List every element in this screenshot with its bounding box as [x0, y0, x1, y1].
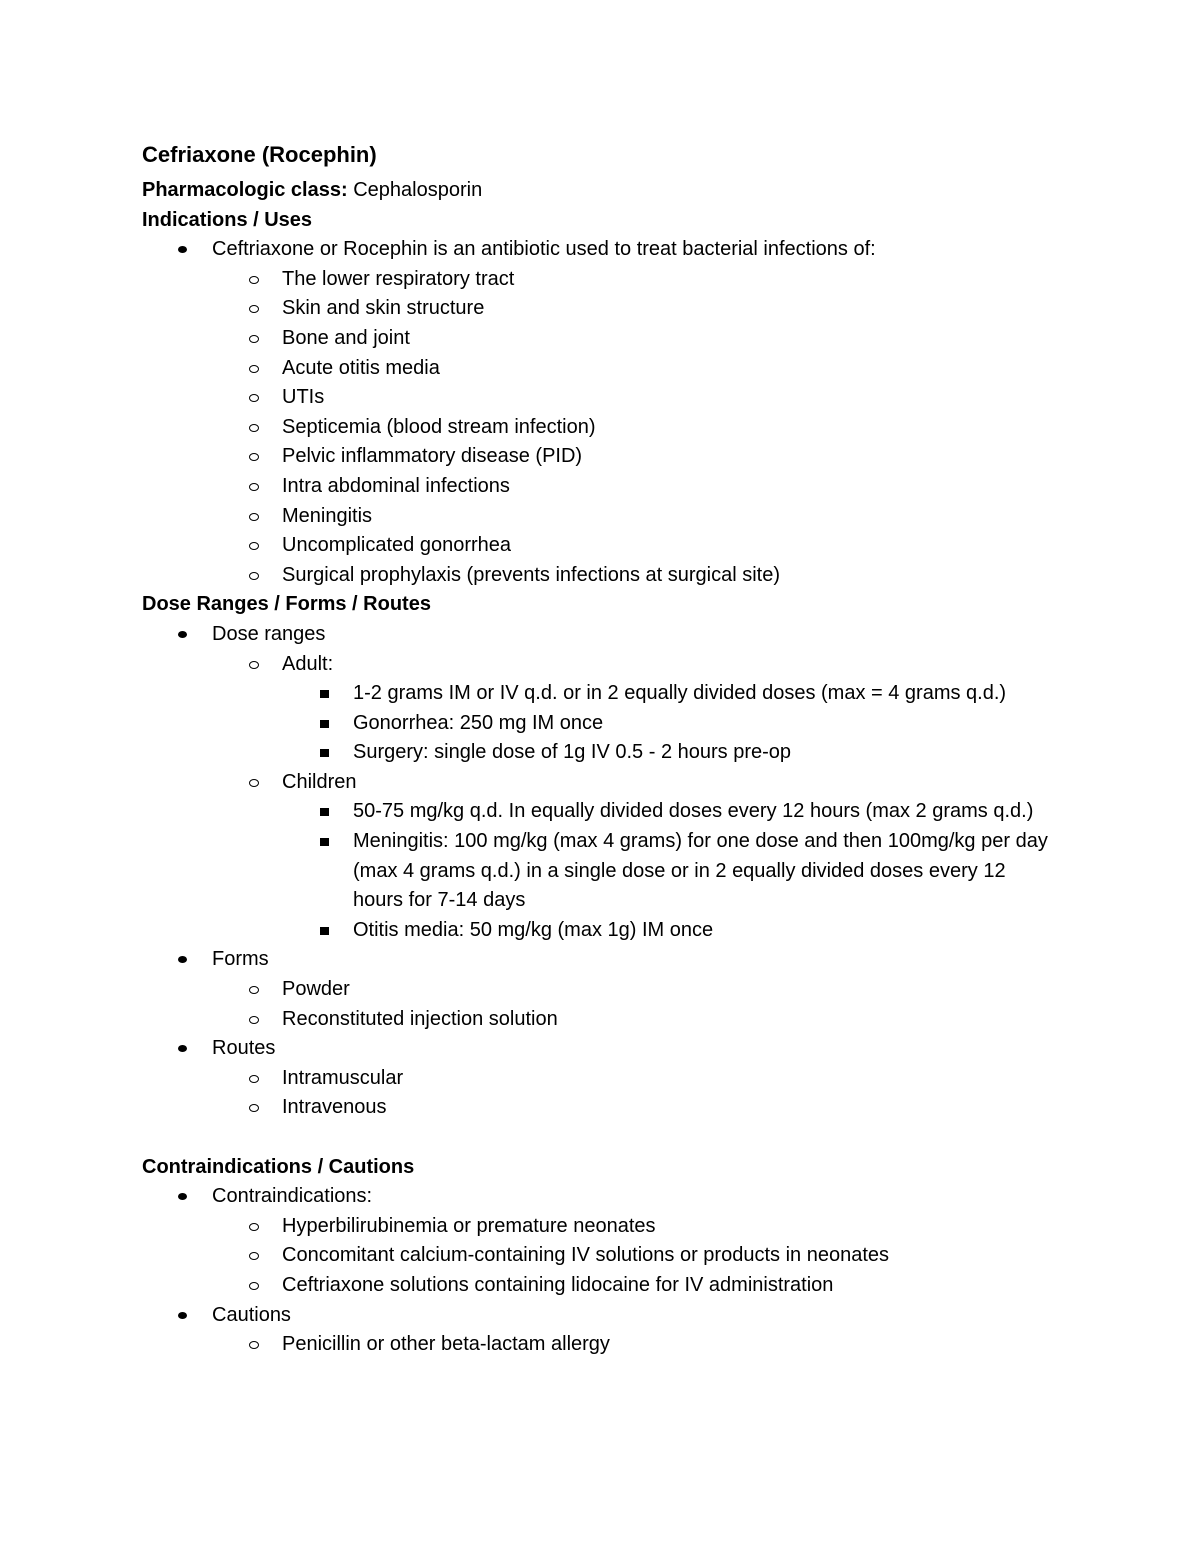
- square-bullet-icon: [320, 690, 329, 698]
- filled-bullet-icon: [178, 1193, 187, 1200]
- hollow-bullet-icon: [249, 1075, 259, 1083]
- filled-bullet-icon: [178, 246, 187, 253]
- hollow-bullet-icon: [249, 276, 259, 284]
- list-item: Skin and skin structure: [142, 294, 1102, 324]
- list-item: Ceftriaxone or Rocephin is an antibiotic used to treat bacterial infections of:: [142, 235, 1102, 265]
- hollow-bullet-icon: [249, 986, 259, 994]
- list-item: Surgical prophylaxis (prevents infections at surgical site): [142, 561, 1102, 591]
- list-item: Children: [142, 768, 1102, 798]
- hollow-bullet-icon: [249, 572, 259, 580]
- hollow-bullet-icon: [249, 1016, 259, 1024]
- hollow-bullet-icon: [249, 779, 259, 787]
- square-bullet-icon: [320, 749, 329, 757]
- list-item: Reconstituted injection solution: [142, 1005, 1102, 1035]
- square-bullet-icon: [320, 720, 329, 728]
- list-item: Bone and joint: [142, 324, 1102, 354]
- hollow-bullet-icon: [249, 661, 259, 669]
- hollow-bullet-icon: [249, 365, 259, 373]
- hollow-bullet-icon: [249, 453, 259, 461]
- class-label: Pharmacologic class:: [142, 179, 348, 201]
- hollow-bullet-icon: [249, 394, 259, 402]
- hollow-bullet-icon: [249, 1104, 259, 1112]
- list-item: 50-75 mg/kg q.d. In equally divided doses every 12 hours (max 2 grams q.d.): [142, 797, 1102, 827]
- hollow-bullet-icon: [249, 542, 259, 550]
- list-item: Uncomplicated gonorrhea: [142, 531, 1102, 561]
- hollow-bullet-icon: [249, 424, 259, 432]
- hollow-bullet-icon: [249, 1223, 259, 1231]
- document-page: [142, 140, 1102, 1360]
- list-item: Adult:: [142, 650, 1102, 680]
- dose-heading: Dose Ranges / Forms / Routes: [142, 593, 431, 616]
- hollow-bullet-icon: [249, 513, 259, 521]
- list-item: Intra abdominal infections: [142, 472, 1102, 502]
- square-bullet-icon: [320, 838, 329, 846]
- list-item: Gonorrhea: 250 mg IM once: [142, 709, 1102, 739]
- class-value: Cephalosporin: [347, 179, 483, 201]
- filled-bullet-icon: [178, 631, 187, 638]
- square-bullet-icon: [320, 927, 329, 935]
- list-item: UTIs: [142, 383, 1102, 413]
- list-item: Contraindications:: [142, 1182, 1102, 1212]
- hollow-bullet-icon: [249, 483, 259, 491]
- list-item: Forms: [142, 945, 1102, 975]
- indications-heading: Indications / Uses: [142, 208, 313, 231]
- filled-bullet-icon: [178, 1045, 187, 1052]
- list-item: Otitis media: 50 mg/kg (max 1g) IM once: [142, 916, 1102, 946]
- list-item: Septicemia (blood stream infection): [142, 413, 1102, 443]
- list-item: Ceftriaxone solutions containing lidocaine for IV administration: [142, 1271, 1102, 1301]
- list-item: Dose ranges: [142, 620, 1102, 650]
- list-item: Acute otitis media: [142, 354, 1102, 384]
- hollow-bullet-icon: [249, 335, 259, 343]
- pharmacologic-class: [142, 176, 1102, 206]
- hollow-bullet-icon: [249, 1252, 259, 1260]
- hollow-bullet-icon: [249, 305, 259, 313]
- hollow-bullet-icon: [249, 1282, 259, 1290]
- filled-bullet-icon: [178, 1312, 187, 1319]
- list-item: Intravenous: [142, 1093, 1102, 1123]
- list-item: Meningitis: 100 mg/kg (max 4 grams) for one dose and then 100mg/kg per day (max 4 grams q.d.) in a single dose or in 2 equally divided doses every 12 hours for 7-14 days: [142, 827, 1102, 916]
- list-item: Powder: [142, 975, 1102, 1005]
- list-item: Intramuscular: [142, 1064, 1102, 1094]
- list-item: Concomitant calcium-containing IV solutions or products in neonates: [142, 1241, 1102, 1271]
- filled-bullet-icon: [178, 956, 187, 963]
- list-item: Surgery: single dose of 1g IV 0.5 - 2 hours pre-op: [142, 738, 1102, 768]
- list-item: The lower respiratory tract: [142, 265, 1102, 295]
- hollow-bullet-icon: [249, 1341, 259, 1349]
- list-item: Routes: [142, 1034, 1102, 1064]
- list-item: Penicillin or other beta-lactam allergy: [142, 1330, 1102, 1360]
- square-bullet-icon: [320, 808, 329, 816]
- contraindications-heading: Contraindications / Cautions: [142, 1155, 415, 1178]
- list-item: Hyperbilirubinemia or premature neonates: [142, 1212, 1102, 1242]
- list-item: Cautions: [142, 1301, 1102, 1331]
- document-title: Cefriaxone (Rocephin): [142, 142, 377, 167]
- list-item: 1-2 grams IM or IV q.d. or in 2 equally divided doses (max = 4 grams q.d.): [142, 679, 1102, 709]
- blank-line: [142, 1123, 1102, 1153]
- list-item: Meningitis: [142, 502, 1102, 532]
- list-item: Pelvic inflammatory disease (PID): [142, 442, 1102, 472]
